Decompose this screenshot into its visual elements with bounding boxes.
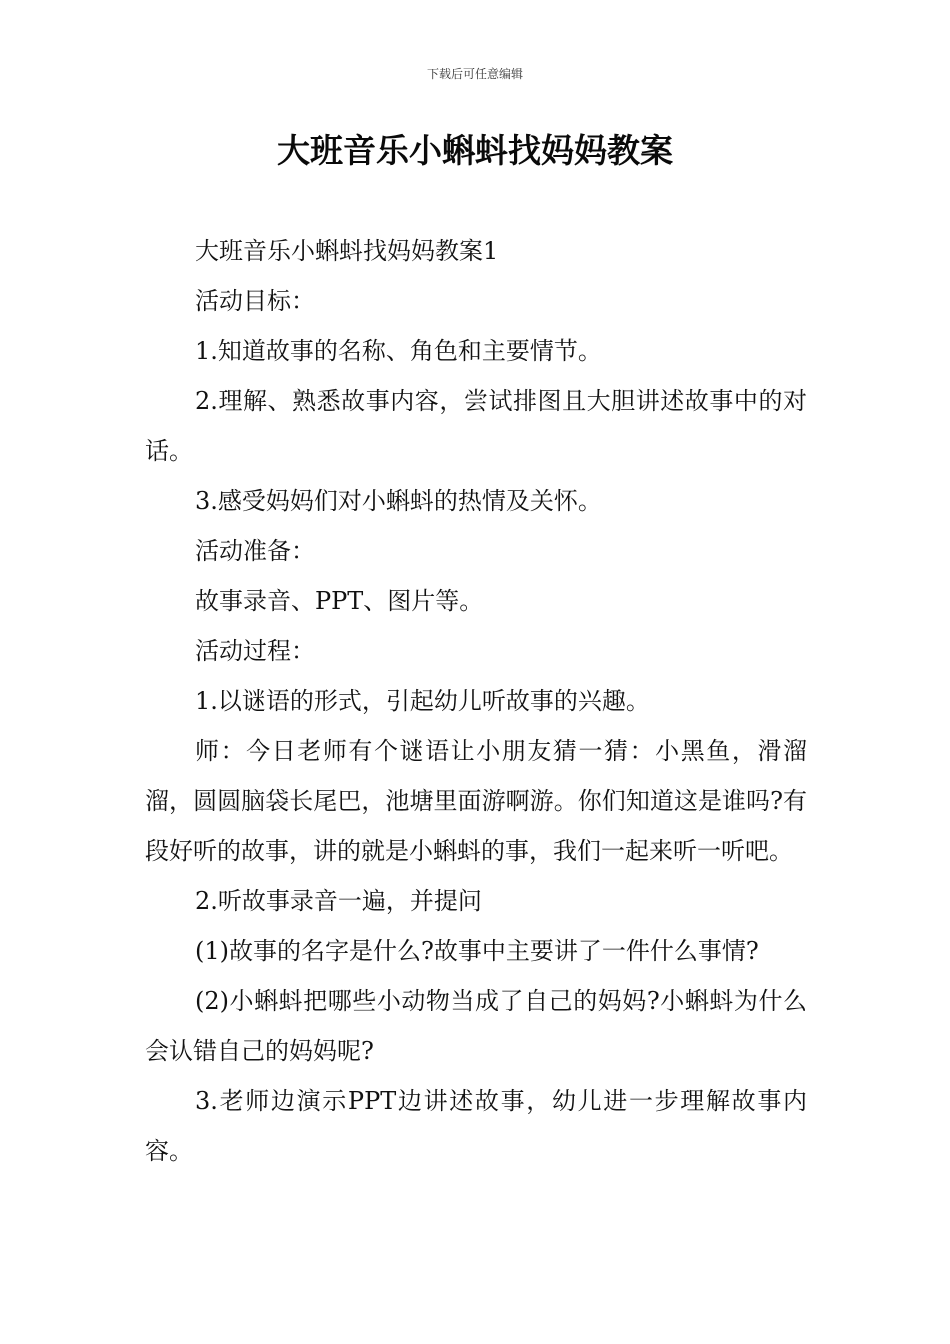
section-heading: 大班音乐小蝌蚪找妈妈教案1 (195, 237, 499, 265)
document-title: 大班音乐小蝌蚪找妈妈教案 (277, 131, 673, 170)
process-heading: 活动过程： (195, 637, 315, 665)
header-note: 下载后可任意编辑 (426, 67, 523, 81)
question-1: (1)故事的名字是什么?故事中主要讲了一件什么事情? (195, 937, 759, 965)
document-body (145, 226, 807, 1176)
goals-heading: 活动目标： (195, 287, 315, 315)
preparation-text: 故事录音、PPT、图片等。 (195, 587, 484, 615)
process-step-1: 1.以谜语的形式，引起幼儿听故事的兴趣。 (195, 687, 650, 715)
preparation-heading: 活动准备： (195, 537, 315, 565)
question-2: (2)小蝌蚪把哪些小动物当成了自己的妈妈?小蝌蚪为什么会认错自己的妈妈呢? (145, 987, 807, 1065)
process-step-2: 2.听故事录音一遍，并提问 (195, 887, 482, 915)
goal-item-3: 3.感受妈妈们对小蝌蚪的热情及关怀。 (195, 487, 602, 515)
teacher-riddle-paragraph: 师：今日老师有个谜语让小朋友猜一猜：小黑鱼，滑溜溜，圆圆脑袋长尾巴，池塘里面游啊游。你们知道这是谁吗?有段好听的故事，讲的就是小蝌蚪的事，我们一起来听一听吧。 (145, 737, 807, 865)
goal-item-1: 1.知道故事的名称、角色和主要情节。 (195, 337, 602, 365)
goal-item-2: 2.理解、熟悉故事内容，尝试排图且大胆讲述故事中的对话。 (145, 387, 807, 465)
process-step-3: 3.老师边演示PPT边讲述故事，幼儿进一步理解故事内容。 (145, 1087, 807, 1165)
